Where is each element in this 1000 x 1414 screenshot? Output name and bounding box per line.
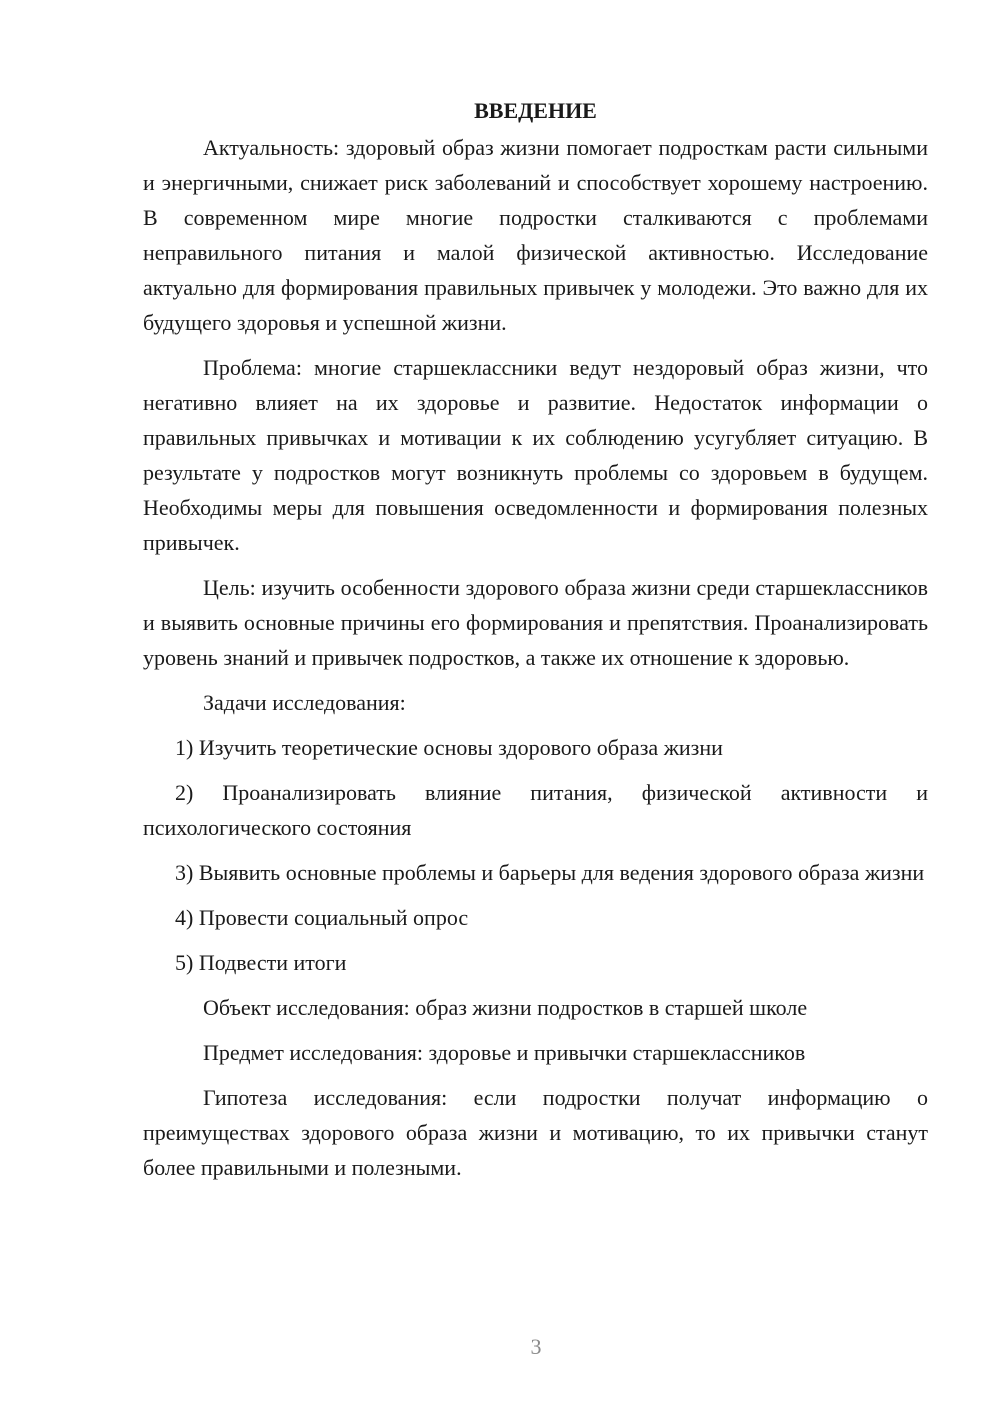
problem-paragraph: Проблема: многие старшеклассники ведут нездоровый образ жизни, что негативно влияет на их здоровье и развитие. Недостаток информации о правильных привычках и мотивации к их соблюдению усугубляет ситуацию. В результате у подростков могут возникнуть проблемы со здоровьем в будущем. Необходимы меры для повышения осведомленности и формирования полезных привычек. [143,355,928,555]
page-content [143,93,928,1195]
research-object: Объект исследования: образ жизни подростков в старшей школе [203,995,808,1020]
tasks-heading: Задачи исследования: [203,690,406,715]
task-item-2: 2) Проанализировать влияние питания, физической активности и психологического состояния [143,780,928,840]
relevance-paragraph: Актуальность: здоровый образ жизни помогает подросткам расти сильными и энергичными, снижает риск заболеваний и способствует хорошему настроению. В современном мире многие подростки сталкиваются с проблемами неправильного питания и малой физической активностью. Исследование актуально для формирования правильных привычек у молодежи. Это важно для их будущего здоровья и успешной жизни. [143,135,928,335]
research-subject: Предмет исследования: здоровье и привычки старшеклассников [203,1040,806,1065]
task-item-3: 3) Выявить основные проблемы и барьеры для ведения здорового образа жизни [175,860,925,885]
page-title: ВВЕДЕНИЕ [474,98,597,123]
task-item-5: 5) Подвести итоги [175,950,347,975]
goal-paragraph: Цель: изучить особенности здорового образа жизни среди старшеклассников и выявить основные причины его формирования и препятствия. Проанализировать уровень знаний и привычек подростков, а также их отношение к здоровью. [143,575,928,670]
hypothesis-paragraph: Гипотеза исследования: если подростки получат информацию о преимуществах здорового образа жизни и мотивацию, то их привычки станут более правильными и полезными. [143,1085,928,1180]
task-item-1: 1) Изучить теоретические основы здорового образа жизни [175,735,723,760]
task-item-4: 4) Провести социальный опрос [175,905,469,930]
page-number: 3 [530,1334,542,1359]
